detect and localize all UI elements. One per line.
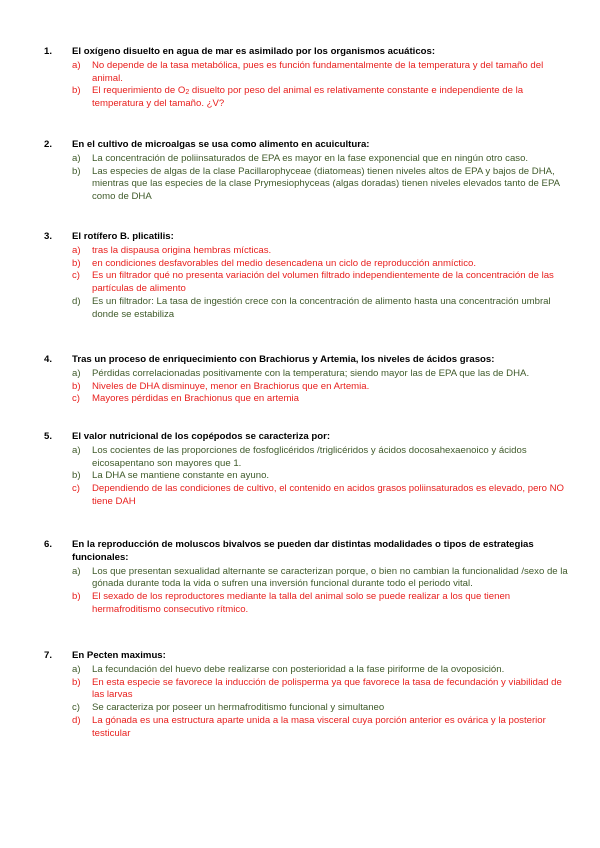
option-b — [44, 85, 572, 111]
option-text: La concentración de poliinsaturados de EPA es mayor en la fase exponencial que en ningún otro caso. — [92, 152, 529, 164]
option-a — [44, 445, 572, 471]
option-text: En esta especie se favorece la inducción de polisperma ya que favorece la tasa de fecundación y viabilidad de las larvas — [92, 676, 562, 701]
option-text: Pérdidas correlacionadas positivamente con la temperatura; siendo mayor las de EPA que las de DHA. — [92, 367, 530, 379]
option-letter: a) — [72, 663, 81, 675]
option-c — [44, 483, 572, 509]
question-2 — [44, 139, 572, 204]
question-number: 7. — [44, 650, 53, 661]
option-letter: a) — [72, 444, 81, 456]
subscript: 2 — [185, 89, 190, 97]
option-letter: a) — [72, 565, 81, 577]
option-text: Mayores pérdidas en Brachionus que en artemia — [92, 393, 299, 405]
option-text: Es un filtrador qué no presenta variación del volumen filtrado independientemente de la concentración de las partículas de alimento — [92, 270, 554, 294]
option-a — [44, 566, 572, 592]
option-d — [44, 715, 572, 741]
option-letter: d) — [72, 295, 81, 307]
option-a — [44, 60, 572, 86]
option-text: en condiciones desfavorables del medio desencadena un ciclo de reproducción anmíctico. — [92, 257, 476, 269]
option-letter: c) — [72, 702, 80, 713]
option-a — [44, 368, 572, 381]
option-text: Es un filtrador: La tasa de ingestión crece con la concentración de alimento hasta una concentración umbral donde se estabiliza — [92, 295, 551, 320]
question-text: El valor nutricional de los copépodos se caracteriza por: — [72, 431, 331, 442]
option-text: La DHA se mantiene constante en ayuno. — [92, 470, 270, 482]
option-b — [44, 258, 572, 271]
question-number: 4. — [44, 354, 53, 365]
option-c — [44, 270, 572, 296]
question-number: 5. — [44, 431, 53, 442]
option-letter: c) — [72, 483, 80, 494]
option-letter: c) — [72, 270, 80, 282]
option-text: tras la dispausa origina hembras mícticas. — [92, 244, 272, 256]
option-c — [44, 702, 572, 715]
question-5 — [44, 431, 572, 509]
option-letter: b) — [72, 676, 81, 688]
question-title — [44, 650, 572, 663]
option-letter: b) — [72, 165, 81, 177]
option-b — [44, 470, 572, 483]
question-text: El oxígeno disuelto en agua de mar es asimilado por los organismos acuáticos: — [72, 46, 436, 57]
question-title — [44, 354, 572, 367]
option-b — [44, 591, 572, 617]
option-text: Niveles de DHA disminuye, menor en Brachiorus que en Artemia. — [92, 380, 370, 392]
question-title — [44, 539, 572, 565]
option-d — [44, 296, 572, 322]
question-text: El rotífero B. plicatilis: — [72, 231, 174, 242]
option-a — [44, 664, 572, 677]
option-text: La gónada es una estructura aparte unida a la masa visceral cuya porción anterior es ovárica y la posterior testicular — [92, 714, 546, 739]
question-4 — [44, 354, 572, 406]
question-text: En la reproducción de moluscos bivalvos se pueden dar distintas modalidades o tipos de estrategias funcionales: — [72, 539, 534, 563]
option-letter: a) — [72, 152, 81, 164]
question-3 — [44, 231, 572, 321]
option-letter: a) — [72, 244, 81, 256]
question-1 — [44, 46, 572, 111]
option-text — [92, 85, 572, 111]
question-6 — [44, 539, 572, 617]
question-number: 2. — [44, 139, 53, 150]
option-text: Los cocientes de las proporciones de fosfoglicéridos /triglicéridos y ácidos docosahexaenoico y ácidos eicosapentano son mayores que 1. — [92, 444, 527, 469]
question-title — [44, 139, 572, 152]
option-letter: b) — [72, 470, 81, 482]
option-text: Se caracteriza por poseer un hermafroditismo funcional y simultaneo — [92, 702, 385, 713]
option-text: No depende de la tasa metabólica, pues es función fundamentalmente de la temperatura y del tamaño del animal. — [92, 59, 544, 84]
option-text: El sexado de los reproductores mediante la talla del animal solo se puede realizar a los que tienen hermafroditismo consecutivo rítmico. — [92, 591, 511, 615]
option-letter: c) — [72, 393, 80, 405]
question-title — [44, 46, 572, 59]
question-text: En Pecten maximus: — [72, 650, 166, 661]
option-letter: b) — [72, 257, 81, 269]
option-c — [44, 393, 572, 406]
option-b — [44, 381, 572, 394]
question-title — [44, 231, 572, 244]
question-number: 6. — [44, 539, 53, 550]
option-text: Las especies de algas de la clase Pacillarophyceae (diatomeas) tienen niveles altos de EPA y bajos de DHA, mientras que las especies de la clase Prymesiophyceas (algas doradas) tienen niveles elevados tanto de EPA como de DHA — [92, 165, 560, 202]
question-7 — [44, 650, 572, 740]
question-text: Tras un proceso de enriquecimiento con Brachiorus y Artemia, los niveles de ácidos grasos: — [72, 354, 495, 365]
option-letter: b) — [72, 591, 81, 602]
option-b — [44, 677, 572, 703]
option-b — [44, 166, 572, 204]
option-text-part: disuelto por peso del animal es relativamente constante e independiente de la temperatura y del tamaño. ¿V? — [92, 85, 524, 109]
option-a — [44, 245, 572, 258]
option-letter: b) — [72, 85, 81, 97]
question-text: En el cultivo de microalgas se usa como alimento en acuicultura: — [72, 139, 370, 150]
option-text: La fecundación del huevo debe realizarse con posterioridad a la fase piriforme de la ovoposición. — [92, 663, 505, 675]
option-text: Dependiendo de las condiciones de cultivo, el contenido en acidos grasos poliinsaturados es elevado, pero NO tiene DAH — [92, 483, 564, 507]
option-text-part: El requerimiento de O — [92, 85, 186, 97]
question-number: 1. — [44, 46, 53, 57]
question-number: 3. — [44, 231, 53, 242]
option-letter: a) — [72, 367, 81, 379]
option-letter: b) — [72, 380, 81, 392]
option-a — [44, 153, 572, 166]
question-title — [44, 431, 572, 444]
option-text: Los que presentan sexualidad alternante se caracterizan porque, o bien no cambian la funcionalidad /sexo de la gónada durante toda la vida o sufren una inversión funcional durante todo el periodo vital. — [92, 565, 568, 590]
option-letter: d) — [72, 714, 81, 726]
option-letter: a) — [72, 59, 81, 71]
